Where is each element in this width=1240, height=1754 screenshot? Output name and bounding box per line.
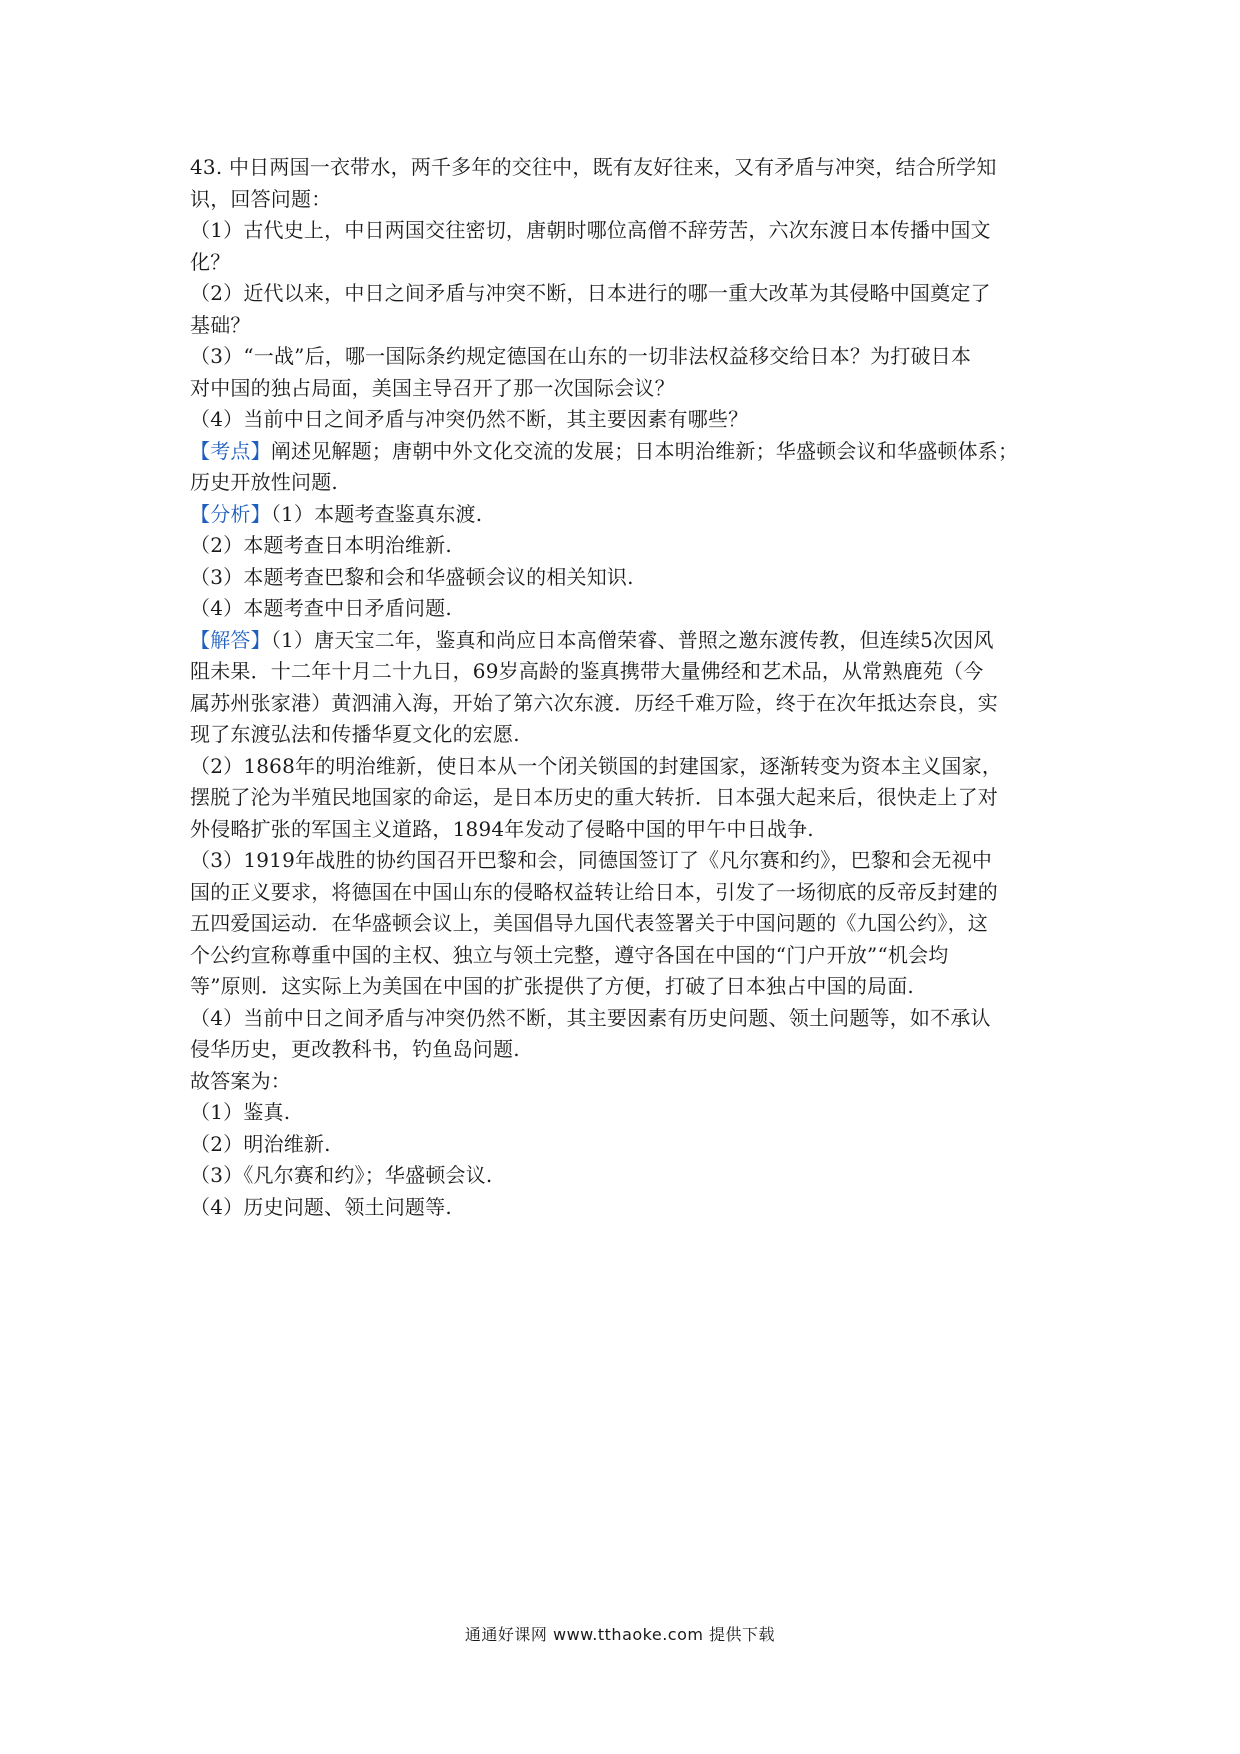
fenxi-tag: 【分析】 xyxy=(190,501,271,526)
fenxi-line xyxy=(190,499,1060,531)
kaodian-tag: 【考点】 xyxy=(190,438,271,463)
question-part-line: 对中国的独占局面，美国主导召开了那一次国际会议？ xyxy=(190,375,675,400)
jieda-line: 外侵略扩张的军国主义道路，1894年发动了侵略中国的甲午中日战争. xyxy=(190,816,814,841)
question-part-line: 化？ xyxy=(190,249,231,274)
fenxi-text: （1）本题考查鉴真东渡. xyxy=(270,501,483,526)
jieda-line xyxy=(190,625,1060,657)
answer-heading: 故答案为： xyxy=(190,1068,291,1093)
answer-line: （3）《凡尔赛和约》；华盛顿会议. xyxy=(190,1163,493,1187)
jieda-line: 个公约宣称尊重中国的主权、独立与领土完整，遵守各国在中国的“门户开放”“机会均 xyxy=(190,942,949,967)
question-stem-line: 识，回答问题： xyxy=(190,186,332,211)
document-body xyxy=(190,152,1060,1223)
answer-line: （1）鉴真. xyxy=(190,1100,291,1124)
fenxi-line: （3）本题考查巴黎和会和华盛顿会议的相关知识. xyxy=(190,564,634,589)
kaodian-line-2: 历史开放性问题. xyxy=(190,470,338,494)
jieda-line: 侵华历史，更改教科书，钓鱼岛问题. xyxy=(190,1037,520,1061)
jieda-line: 现了东渡弘法和传播华夏文化的宏愿. xyxy=(190,722,520,746)
jieda-line: 属苏州张家港）黄泗浦入海，开始了第六次东渡．历经千难万险，终于在次年抵达奈良，实 xyxy=(190,690,998,715)
answer-line: （4）历史问题、领土问题等. xyxy=(190,1194,452,1219)
question-part-line: （1）古代史上，中日两国交往密切，唐朝时哪位高僧不辞劳苦，六次东渡日本传播中国文 xyxy=(190,218,991,242)
jieda-line: 五四爱国运动．在华盛顿会议上，美国倡导九国代表签署关于中国问题的《九国公约》，这 xyxy=(190,911,988,935)
jieda-tag: 【解答】 xyxy=(190,627,271,652)
question-part-line: （2）近代以来，中日之间矛盾与冲突不断，日本进行的哪一重大改革为其侵略中国奠定了 xyxy=(190,281,991,305)
jieda-text: （1）唐天宝二年，鉴真和尚应日本高僧荣睿、普照之邀东渡传教，但连续5次因风 xyxy=(270,627,994,652)
kaodian-line xyxy=(190,436,1060,468)
jieda-line: （2）1868年的明治维新，使日本从一个闭关锁国的封建国家，逐渐转变为资本主义国家， xyxy=(190,753,1003,778)
page-footer: 通通好课网 www.tthaoke.com 提供下载 xyxy=(464,1625,776,1644)
jieda-line: 阻未果．十二年十月二十九日，69岁高龄的鉴真携带大量佛经和艺术品，从常熟鹿苑（今 xyxy=(190,659,984,683)
jieda-line: 国的正义要求，将德国在中国山东的侵略权益转让给日本，引发了一场彻底的反帝反封建的 xyxy=(190,879,998,904)
fenxi-line: （4）本题考查中日矛盾问题. xyxy=(190,596,452,620)
jieda-line: （3）1919年战胜的协约国召开巴黎和会，同德国签订了《凡尔赛和约》，巴黎和会无视中 xyxy=(190,848,993,872)
jieda-line: （4）当前中日之间矛盾与冲突仍然不断，其主要因素有历史问题、领土问题等，如不承认 xyxy=(190,1005,991,1030)
fenxi-line: （2）本题考查日本明治维新. xyxy=(190,533,452,557)
question-part-line: （3）“一战”后，哪一国际条约规定德国在山东的一切非法权益移交给日本？为打破日本 xyxy=(190,344,972,368)
question-part-line: （4）当前中日之间矛盾与冲突仍然不断，其主要因素有哪些？ xyxy=(190,407,749,431)
question-part-line: 基础？ xyxy=(190,312,251,337)
question-stem-line: 43. 中日两国一衣带水，两千多年的交往中，既有友好往来，又有矛盾与冲突，结合所学知 xyxy=(190,155,997,179)
kaodian-text: 阐述见解题；唐朝中外文化交流的发展；日本明治维新；华盛顿会议和华盛顿体系； xyxy=(270,438,1019,463)
jieda-line: 等”原则．这实际上为美国在中国的扩张提供了方便，打破了日本独占中国的局面. xyxy=(190,974,914,998)
answer-line: （2）明治维新. xyxy=(190,1131,331,1156)
jieda-line: 摆脱了沦为半殖民地国家的命运，是日本历史的重大转折．日本强大起来后，很快走上了对 xyxy=(190,785,998,809)
